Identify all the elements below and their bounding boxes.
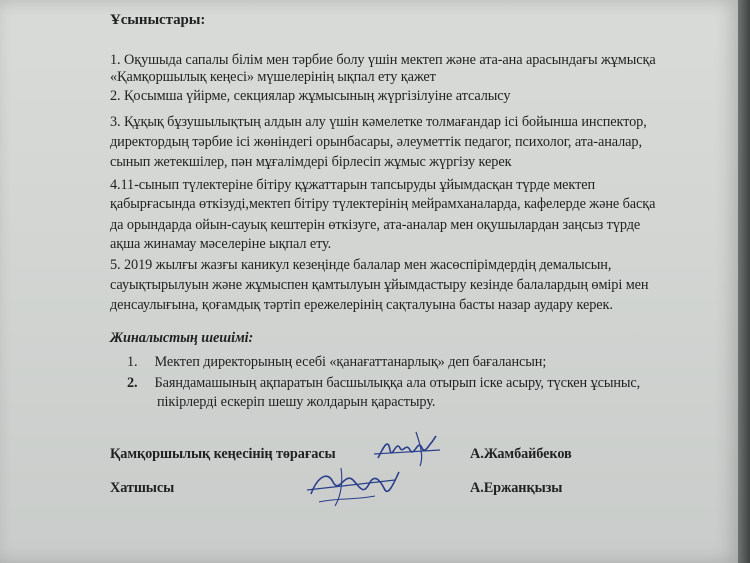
proposal-line: «Қамқоршылық кеңесі» мүшелерінің ықпал ету қажет [110, 69, 436, 85]
proposal-line: ақша жинамау мәселеріне ықпал ету. [110, 236, 332, 252]
proposal-line: 1. Оқушыда сапалы білім мен тәрбие болу үшін мектеп және ата-ана арасындағы жұмысқа [110, 52, 656, 68]
proposal-line: қабырғасында өткізуді,мектеп бітіру түлектерінің мейрамханаларда, кафелерде және басқа [110, 196, 656, 212]
secretary-name: А.Ержанқызы [470, 480, 563, 496]
proposal-line: 2. Қосымша үйірме, секциялар жұмысының жүргізілуіне атсалысу [110, 88, 511, 104]
proposal-line: 5. 2019 жылғы жазғы каникул кезеңінде балалар мен жасөспірімдердің демалысын, [110, 257, 612, 273]
decision-item-2: 2. Баяндамашының ақпаратын басшылыққа ала отырып іске асыру, түскен ұсыныс, [127, 375, 641, 391]
proposal-line: 4.11-сынып түлектеріне бітіру құжаттарын тапсыруды ұйымдасқан түрде мектеп [110, 177, 596, 193]
secretary-title: Хатшысы [110, 480, 175, 496]
proposal-line: 3. Құқық бұзушылықтың алдын алу үшін кәмелетке толмағандар ісі бойынша инспектор, [110, 114, 647, 130]
proposal-line: да орындарда ойын-сауық кештерін өткізуге, ата-аналар мен оқушылардан заңсыз түрде [110, 217, 641, 233]
secretary-signature [305, 462, 405, 510]
decision-heading: Жиналыстың шешімі: [110, 330, 254, 346]
chair-title: Қамқоршылық кеңесінің төрағасы [110, 446, 336, 462]
proposal-line: сауықтырылуын және жұмыспен қамтылуын ұйымдастыру кезінде балалардың өмірі мен [110, 277, 649, 293]
decision-item-1: 1. Мектеп директорының есебі «қанағаттанарлық» деп бағалансын; [127, 354, 547, 370]
proposals-heading: Ұсыныстары: [110, 12, 206, 28]
page-edge-shadow [738, 0, 750, 563]
chair-name: А.Жамбайбеков [470, 446, 572, 462]
proposal-line: денсаулығына, қоғамдық тәртіп ережелерінің сақталуына басты назар аудару керек. [110, 297, 613, 313]
decision-item-2-cont: пікірлерді ескеріп шешу жолдарын қарастыру. [157, 394, 436, 410]
proposal-line: директордың тәрбие ісі жөніндегі орынбасары, әлеуметтік педагог, психолог, ата-аналар, [110, 134, 642, 150]
proposal-line: сынып жетекшілер, пән мұғалімдері бірлесіп жұмыс жүргізу керек [110, 154, 512, 170]
